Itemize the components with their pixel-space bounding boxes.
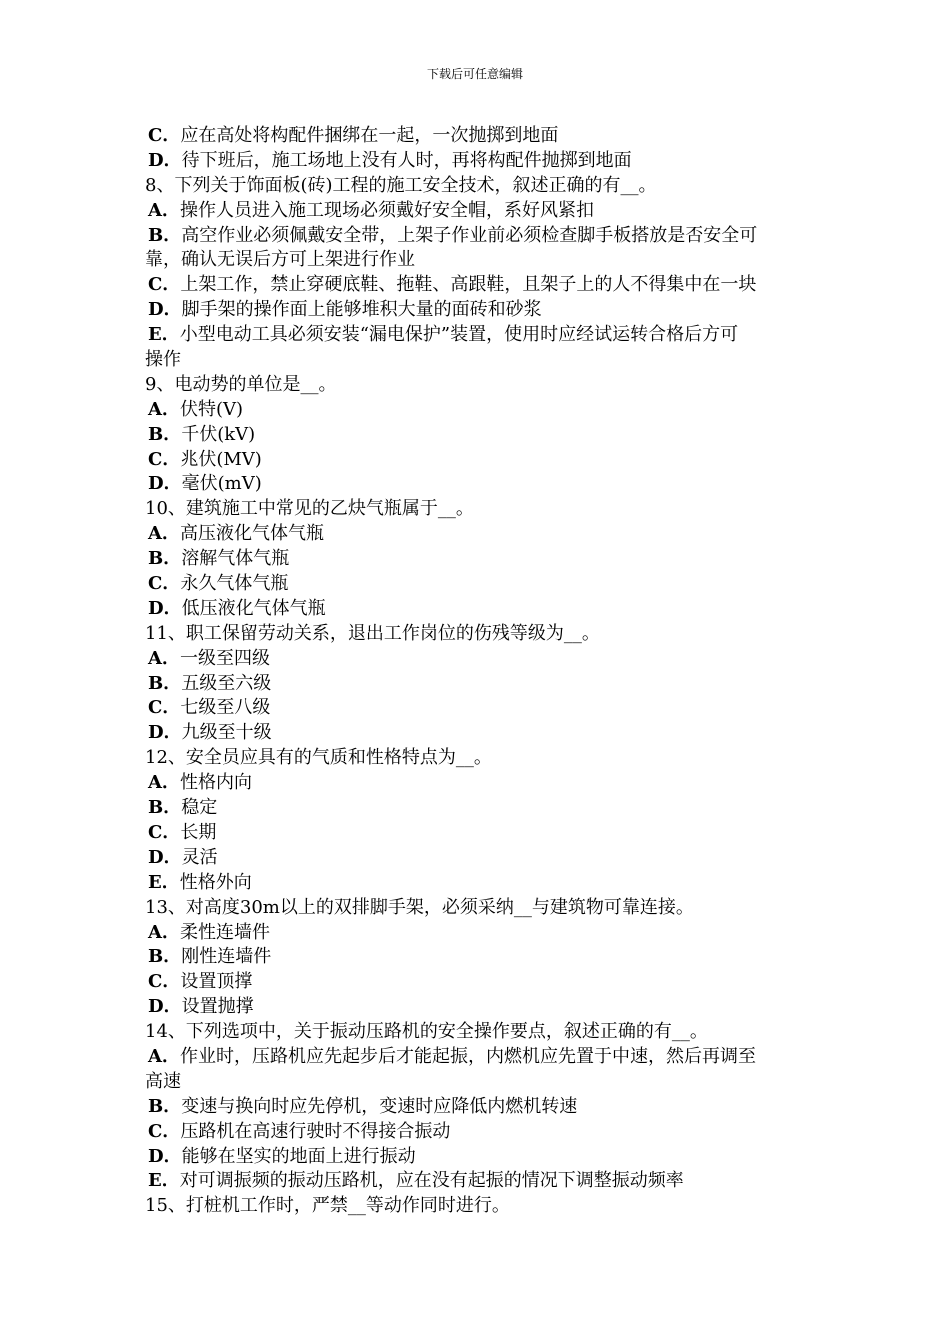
question-text: 12、安全员应具有的气质和性格特点为__。 <box>145 747 492 769</box>
option-text: 性格内向 <box>179 772 252 794</box>
question-text: 14、下列选项中，关于振动压路机的安全操作要点，叙述正确的有__。 <box>145 1021 708 1043</box>
answer-option <box>145 970 810 995</box>
continuation-text: 操作 <box>145 349 181 371</box>
option-text: 兆伏(MV) <box>180 448 262 470</box>
answer-option <box>145 472 810 497</box>
option-letter: D． <box>148 597 182 619</box>
answer-option <box>145 448 810 473</box>
answer-option <box>145 1145 810 1170</box>
option-text: 设置顶撑 <box>180 971 253 993</box>
option-text: 上架工作，禁止穿硬底鞋、拖鞋、高跟鞋，且架子上的人不得集中在一块 <box>180 274 757 296</box>
option-letter: B． <box>148 672 182 694</box>
question-text: 13、对高度30m以上的双排脚手架，必须采纳__与建筑物可靠连接。 <box>145 896 694 918</box>
answer-option <box>145 672 810 697</box>
option-text: 压路机在高速行驶时不得接合振动 <box>180 1120 451 1142</box>
option-letter: C． <box>148 821 181 843</box>
question-text: 15、打桩机工作时，严禁__等动作同时进行。 <box>145 1195 510 1217</box>
option-letter: B． <box>148 224 182 246</box>
option-letter: B． <box>148 946 182 968</box>
option-letter: A． <box>148 772 180 794</box>
answer-option <box>145 199 810 224</box>
option-text: 待下班后，施工场地上没有人时，再将构配件抛掷到地面 <box>181 149 632 171</box>
option-letter: D． <box>148 473 182 495</box>
option-text: 作业时，压路机应先起步后才能起振，内燃机应先置于中速，然后再调至 <box>179 1045 756 1067</box>
option-text: 伏特(V) <box>179 398 244 420</box>
document-body <box>145 124 810 1219</box>
option-letter: A． <box>148 1045 180 1067</box>
option-text: 长期 <box>180 821 217 843</box>
answer-option <box>145 1045 810 1070</box>
answer-option <box>145 124 810 149</box>
answer-option <box>145 273 810 298</box>
option-text: 设置抛撑 <box>181 996 254 1018</box>
answer-option <box>145 423 810 448</box>
answer-option <box>145 522 810 547</box>
question-text: 8、下列关于饰面板(砖)工程的施工安全技术，叙述正确的有__。 <box>145 174 657 196</box>
answer-option <box>145 871 810 896</box>
question-text: 11、职工保留劳动关系，退出工作岗位的伤残等级为__。 <box>145 622 600 644</box>
option-text: 操作人员进入施工现场必须戴好安全帽，系好风紧扣 <box>179 199 594 221</box>
option-text: 小型电动工具必须安装“漏电保护”装置，使用时应经试运转合格后方可 <box>179 324 739 346</box>
option-letter: B． <box>148 548 182 570</box>
option-letter: D． <box>148 846 182 868</box>
option-text: 性格外向 <box>179 871 252 893</box>
option-letter: D． <box>148 149 182 171</box>
option-letter: B． <box>148 797 182 819</box>
option-text: 变速与换向时应先停机，变速时应降低内燃机转速 <box>181 1095 578 1117</box>
option-text: 七级至八级 <box>180 697 271 719</box>
answer-option <box>145 149 810 174</box>
continuation-text: 高速 <box>145 1070 181 1092</box>
option-letter: D． <box>148 996 182 1018</box>
question-text: 10、建筑施工中常见的乙炔气瓶属于__。 <box>145 498 474 520</box>
option-letter: B． <box>148 423 182 445</box>
answer-option <box>145 921 810 946</box>
option-letter: C． <box>148 125 181 146</box>
option-text: 低压液化气体气瓶 <box>181 597 326 619</box>
option-text: 应在高处将构配件捆绑在一起，一次抛掷到地面 <box>180 125 559 146</box>
option-letter: E． <box>148 871 180 893</box>
answer-option <box>145 1095 810 1120</box>
question-text: 9、电动势的单位是__。 <box>145 373 337 395</box>
option-text: 对可调振频的振动压路机，应在没有起振的情况下调整振动频率 <box>179 1170 684 1192</box>
answer-option <box>145 647 810 672</box>
option-letter: D． <box>148 722 182 744</box>
answer-option <box>145 224 810 249</box>
option-letter: A． <box>148 921 180 943</box>
answer-option <box>145 547 810 572</box>
option-text: 能够在坚实的地面上进行振动 <box>181 1145 416 1167</box>
option-text: 刚性连墙件 <box>181 946 272 968</box>
option-text: 溶解气体气瓶 <box>181 548 290 570</box>
answer-option <box>145 995 810 1020</box>
answer-option <box>145 945 810 970</box>
answer-option <box>145 1120 810 1145</box>
option-text: 稳定 <box>181 797 218 819</box>
answer-option <box>145 323 810 348</box>
option-letter: A． <box>148 647 180 669</box>
answer-option <box>145 771 810 796</box>
answer-option <box>145 796 810 821</box>
option-text: 五级至六级 <box>181 672 272 694</box>
answer-option <box>145 721 810 746</box>
answer-option <box>145 398 810 423</box>
answer-option <box>145 597 810 622</box>
option-text: 千伏(kV) <box>181 423 256 445</box>
option-text: 灵活 <box>181 846 218 868</box>
option-letter: C． <box>148 573 181 595</box>
answer-option <box>145 572 810 597</box>
option-letter: C． <box>148 274 181 296</box>
option-letter: E． <box>148 1170 180 1192</box>
answer-option <box>145 846 810 871</box>
option-letter: C． <box>148 697 181 719</box>
option-letter: A． <box>148 199 180 221</box>
page-header: 下载后可任意编辑 <box>426 67 523 81</box>
option-letter: A． <box>148 398 180 420</box>
option-text: 柔性连墙件 <box>179 921 270 943</box>
option-letter: C． <box>148 1120 181 1142</box>
option-letter: E． <box>148 324 180 346</box>
option-text: 高空作业必须佩戴安全带，上架子作业前必须检查脚手板搭放是否安全可 <box>181 224 758 246</box>
answer-option <box>145 1169 810 1194</box>
option-letter: A． <box>148 523 180 545</box>
option-text: 永久气体气瓶 <box>180 573 289 595</box>
option-text: 脚手架的操作面上能够堆积大量的面砖和砂浆 <box>181 299 542 321</box>
option-letter: D． <box>148 1145 182 1167</box>
option-letter: D． <box>148 299 182 321</box>
option-letter: B． <box>148 1095 182 1117</box>
answer-option <box>145 821 810 846</box>
option-text: 一级至四级 <box>179 647 270 669</box>
option-text: 高压液化气体气瓶 <box>179 523 324 545</box>
answer-option <box>145 696 810 721</box>
option-text: 毫伏(mV) <box>181 473 262 495</box>
option-letter: C． <box>148 971 181 993</box>
option-letter: C． <box>148 448 181 470</box>
option-text: 九级至十级 <box>181 722 272 744</box>
continuation-text: 靠，确认无误后方可上架进行作业 <box>145 249 415 271</box>
answer-option <box>145 298 810 323</box>
